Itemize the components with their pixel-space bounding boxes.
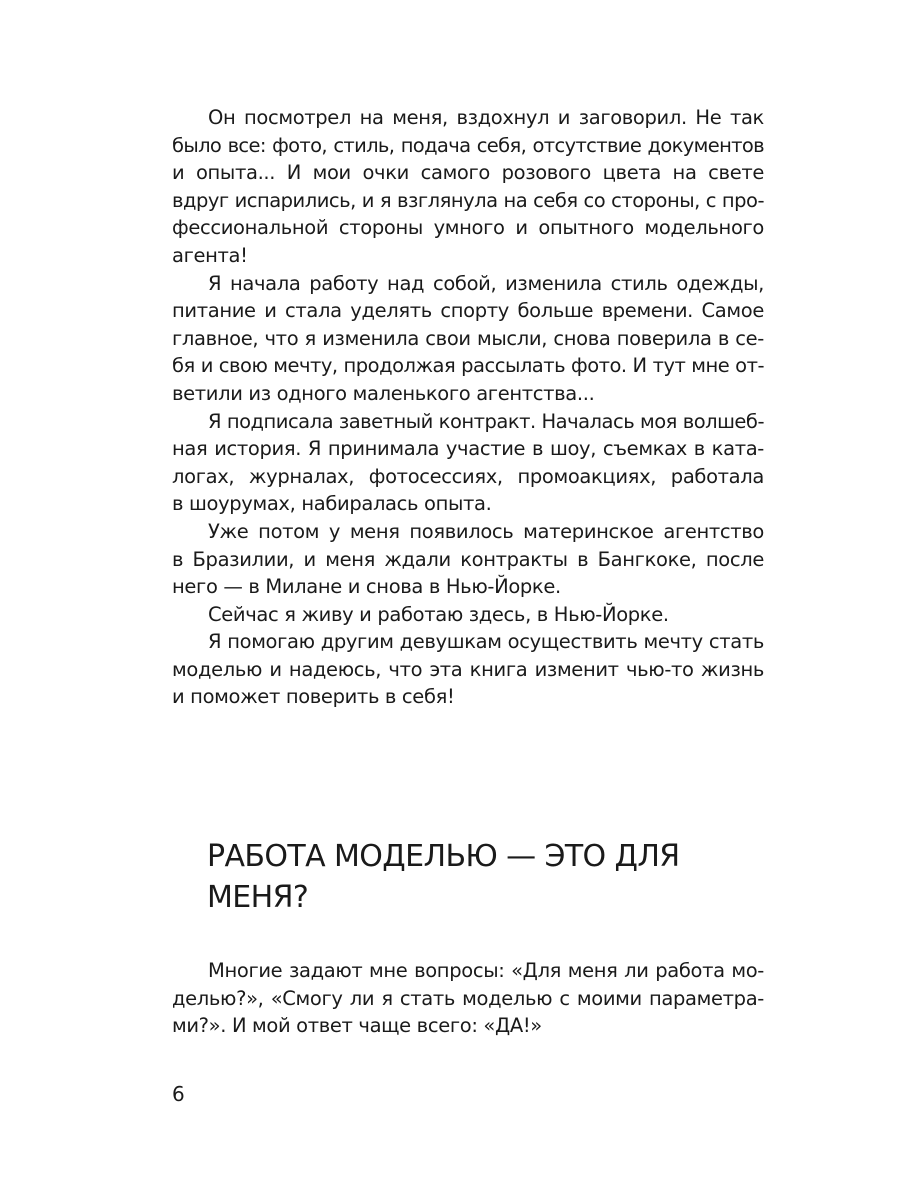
text-line: Я помогаю другим девушкам осуществить мечту стать [208, 630, 764, 654]
text-line: моделью и надеюсь, что эта книга изменит чью-то жизнь [172, 657, 764, 681]
section-heading [207, 836, 767, 918]
text-line: и опыта... И мои очки самого розового цвета на свете [172, 161, 764, 185]
text-line: Сейчас я живу и работаю здесь, в Нью-Йорке. [208, 602, 669, 626]
section-heading-line: МЕНЯ? [207, 880, 309, 915]
text-line: агента! [172, 243, 248, 267]
text-line: ветили из одного маленького агентства... [172, 381, 595, 405]
text-line: главное, что я изменила свои мысли, снова поверила в се- [172, 326, 764, 350]
text-line: было все: фото, стиль, подача себя, отсутствие документов [172, 133, 764, 157]
section-heading-line: РАБОТА МОДЕЛЬЮ — ЭТО ДЛЯ [207, 839, 680, 874]
body-text-block-1 [172, 104, 764, 711]
text-line: фессиональной стороны умного и опытного модельного [172, 216, 764, 240]
text-line: Я подписала заветный контракт. Началась моя волшеб- [208, 409, 764, 433]
text-line: логах, журналах, фотосессиях, промоакциях, работала [172, 464, 764, 488]
text-line: питание и стала уделять спорту больше времени. Самое [172, 299, 764, 323]
text-line: в Бразилии, и меня ждали контракты в Бангкоке, после [172, 547, 764, 571]
text-line: вдруг испарились, и я взглянула на себя со стороны, с про- [172, 188, 764, 212]
text-line: Он посмотрел на меня, вздохнул и заговорил. Не так [208, 106, 764, 129]
text-line: в шоурумах, набиралась опыта. [172, 492, 492, 516]
text-line: делью?», «Смогу ли я стать моделью с моими параметра- [172, 986, 764, 1010]
text-line: ная история. Я принимала участие в шоу, съемках в ката- [172, 437, 764, 461]
text-line: Я начала работу над собой, изменила стиль одежды, [208, 271, 764, 295]
page-number: 6 [172, 1082, 185, 1106]
text-line: Многие задают мне вопросы: «Для меня ли работа мо- [208, 959, 764, 982]
text-line: Уже потом у меня появилось материнское агентство [208, 519, 764, 543]
text-line: бя и свою мечту, продолжая рассылать фото. И тут мне от- [172, 354, 764, 378]
text-line: ми?». И мой ответ чаще всего: «ДА!» [172, 1014, 542, 1038]
text-line: него — в Милане и снова в Нью-Йорке. [172, 575, 561, 599]
text-line: и поможет поверить в себя! [172, 685, 455, 709]
body-text-block-2 [172, 957, 764, 1040]
